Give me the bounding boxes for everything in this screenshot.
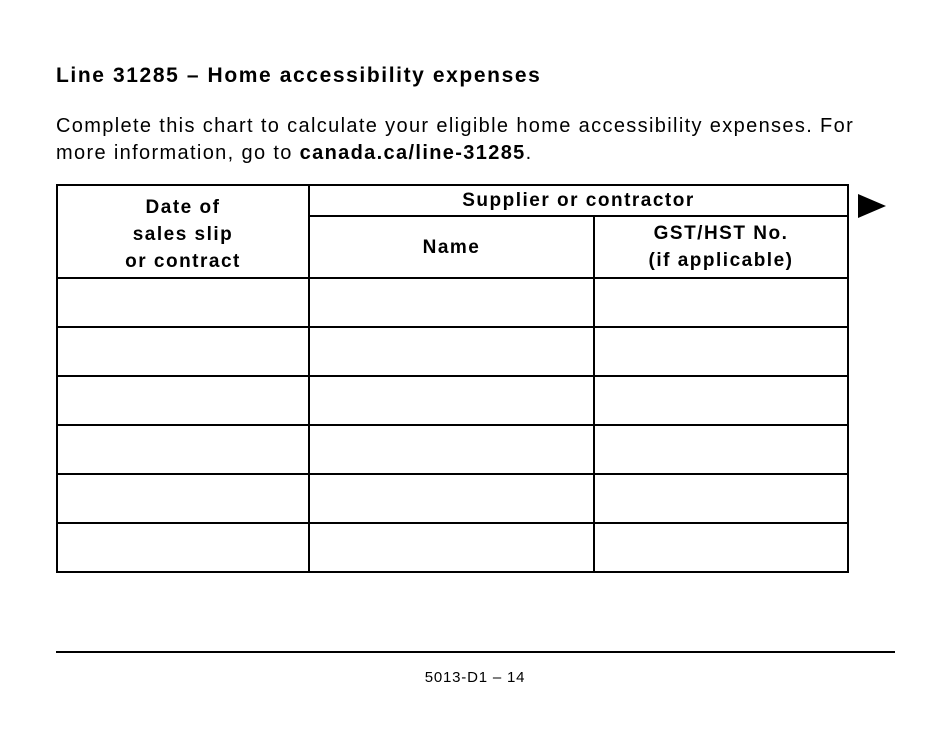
gst-cell[interactable] (594, 523, 848, 572)
table-row (57, 523, 848, 572)
name-cell[interactable] (309, 425, 594, 474)
expenses-chart (56, 184, 847, 573)
gst-header-line2: (if applicable) (648, 250, 794, 271)
date-column-header (57, 185, 309, 278)
date-cell[interactable] (57, 474, 309, 523)
page-heading: Line 31285 – Home accessibility expenses (56, 64, 542, 87)
gst-column-header (594, 216, 848, 278)
table-row (57, 376, 848, 425)
gst-cell[interactable] (594, 425, 848, 474)
date-header-line3: or contract (125, 251, 241, 272)
gst-cell[interactable] (594, 327, 848, 376)
date-cell[interactable] (57, 425, 309, 474)
right-triangle-icon (858, 194, 886, 218)
expenses-table (56, 184, 849, 573)
name-cell[interactable] (309, 474, 594, 523)
gst-cell[interactable] (594, 278, 848, 327)
date-header-line2: sales slip (132, 224, 234, 245)
intro-end: . (525, 142, 533, 164)
table-row (57, 278, 848, 327)
gst-cell[interactable] (594, 376, 848, 425)
name-cell[interactable] (309, 327, 594, 376)
table-row (57, 425, 848, 474)
date-header-line1: Date of (145, 197, 221, 218)
table-row (57, 474, 848, 523)
name-cell[interactable] (309, 523, 594, 572)
table-row (57, 327, 848, 376)
intro-text: Complete this chart to calculate your eligible home accessibility expenses. For more information, go to (56, 115, 855, 164)
date-cell[interactable] (57, 376, 309, 425)
intro-paragraph (56, 113, 856, 167)
name-cell[interactable] (309, 376, 594, 425)
info-link[interactable]: canada.ca/line-31285 (299, 142, 526, 164)
name-column-header: Name (309, 216, 594, 278)
supplier-group-header: Supplier or contractor (309, 185, 848, 216)
footer-divider (56, 651, 895, 653)
date-cell[interactable] (57, 327, 309, 376)
gst-header-line1: GST/HST No. (653, 223, 789, 244)
page-footer: 5013-D1 – 14 (424, 669, 526, 686)
date-cell[interactable] (57, 278, 309, 327)
gst-cell[interactable] (594, 474, 848, 523)
name-cell[interactable] (309, 278, 594, 327)
date-cell[interactable] (57, 523, 309, 572)
